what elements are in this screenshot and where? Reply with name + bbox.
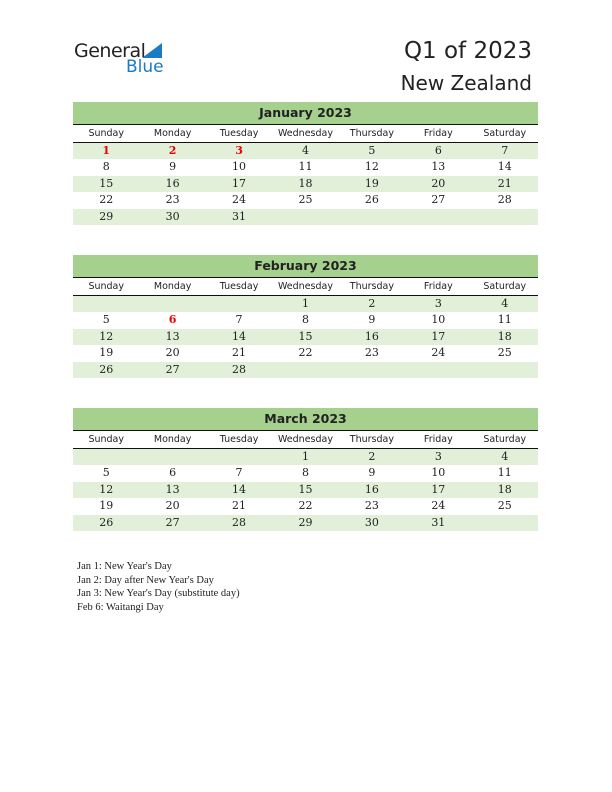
- date-cell: 23: [364, 346, 379, 360]
- date-cell: 23: [364, 499, 379, 513]
- date-cell: 12: [99, 329, 114, 343]
- holiday-date-cell: 2: [168, 144, 177, 157]
- date-cell: 16: [364, 482, 379, 496]
- weekday-label: Wednesday: [277, 281, 333, 292]
- date-cell: 21: [232, 499, 247, 513]
- date-cell: [73, 449, 139, 465]
- date-cell: 18: [497, 482, 512, 496]
- weekday-label: Wednesday: [277, 434, 333, 445]
- date-cell: 22: [99, 193, 114, 207]
- weekday-label: Sunday: [88, 128, 124, 139]
- date-cell: 18: [298, 176, 313, 190]
- date-cell: 11: [298, 160, 313, 174]
- date-cell: 15: [298, 482, 313, 496]
- date-cell: 5: [102, 313, 110, 327]
- date-cell: 21: [232, 346, 247, 360]
- date-cell: 8: [301, 313, 309, 327]
- date-cell: 29: [99, 209, 114, 223]
- date-cell: 12: [364, 160, 379, 174]
- date-cell: 13: [431, 160, 446, 174]
- holiday-note: Jan 3: New Year's Day (substitute day): [77, 588, 240, 599]
- date-cell: 16: [165, 176, 180, 190]
- date-cell: 15: [99, 176, 114, 190]
- weekday-label: Friday: [423, 281, 453, 292]
- holiday-date-cell: 6: [168, 313, 177, 327]
- holiday-note: Feb 6: Waitangi Day: [77, 601, 164, 613]
- date-cell: 4: [501, 450, 509, 463]
- date-cell: 2: [368, 450, 376, 463]
- date-cell: [472, 362, 538, 378]
- date-cell: 14: [232, 482, 247, 496]
- logo-triangle-icon: [142, 43, 162, 58]
- date-cell: 28: [497, 193, 512, 207]
- date-cell: 10: [431, 466, 446, 480]
- date-cell: [139, 296, 205, 312]
- date-cell: 26: [99, 362, 114, 376]
- date-cell: 3: [434, 450, 442, 463]
- week-row: [73, 329, 538, 345]
- weekday-label: Friday: [423, 434, 453, 445]
- date-cell: 19: [99, 499, 114, 513]
- week-row: [73, 498, 538, 514]
- date-cell: [272, 209, 338, 225]
- date-cell: 14: [497, 160, 512, 174]
- date-cell: 26: [364, 193, 379, 207]
- date-cell: 9: [169, 160, 177, 174]
- date-cell: 27: [431, 193, 446, 207]
- holiday-note: Jan 1: New Year's Day: [77, 561, 172, 572]
- date-cell: 15: [298, 329, 313, 343]
- date-cell: 5: [102, 466, 110, 480]
- date-cell: 23: [165, 193, 180, 207]
- week-row: [73, 143, 538, 159]
- date-cell: [405, 362, 471, 378]
- weekday-label: Saturday: [483, 434, 527, 445]
- date-cell: 6: [434, 144, 442, 157]
- date-cell: 8: [102, 160, 110, 174]
- date-cell: 21: [497, 176, 512, 190]
- date-cell: 4: [501, 297, 509, 310]
- week-row: [73, 345, 538, 361]
- week-row: [73, 312, 538, 328]
- country-name: New Zealand: [400, 71, 532, 95]
- week-row: [73, 192, 538, 208]
- weekday-label: Thursday: [349, 434, 394, 445]
- page-title: Q1 of 2023: [403, 38, 532, 64]
- date-cell: 28: [232, 515, 247, 529]
- weekday-label: Tuesday: [219, 281, 259, 292]
- date-cell: 10: [431, 313, 446, 327]
- date-cell: 13: [165, 482, 180, 496]
- date-cell: 17: [232, 176, 247, 190]
- date-cell: 11: [497, 466, 512, 480]
- date-cell: 20: [431, 176, 446, 190]
- holiday-notes: [77, 560, 240, 614]
- date-cell: 27: [165, 515, 180, 529]
- date-cell: [405, 209, 471, 225]
- weekday-label: Saturday: [483, 281, 527, 292]
- date-cell: 30: [165, 209, 180, 223]
- date-cell: [206, 296, 272, 312]
- weekday-label: Saturday: [483, 128, 527, 139]
- date-cell: 30: [364, 515, 379, 529]
- date-cell: 12: [99, 482, 114, 496]
- month-header: March 2023: [73, 408, 538, 430]
- date-cell: 7: [235, 466, 243, 480]
- date-cell: 13: [165, 329, 180, 343]
- weekday-header: [73, 430, 538, 449]
- week-row: [73, 515, 538, 531]
- date-cell: 25: [497, 499, 512, 513]
- date-cell: [339, 209, 405, 225]
- week-row: [73, 296, 538, 312]
- date-cell: 31: [232, 209, 247, 223]
- logo-blue: Blue: [126, 57, 164, 77]
- date-cell: 19: [99, 346, 114, 360]
- date-cell: 1: [301, 297, 309, 310]
- date-cell: 4: [301, 144, 309, 157]
- date-cell: 6: [169, 466, 177, 480]
- weekday-label: Thursday: [349, 128, 394, 139]
- date-cell: [139, 449, 205, 465]
- logo-general: General: [74, 40, 146, 62]
- date-cell: 7: [235, 313, 243, 327]
- holiday-date-cell: 1: [102, 144, 111, 157]
- date-cell: [339, 362, 405, 378]
- week-row: [73, 362, 538, 378]
- date-cell: 14: [232, 329, 247, 343]
- date-cell: 9: [368, 466, 376, 480]
- date-cell: 19: [364, 176, 379, 190]
- weekday-label: Monday: [153, 281, 192, 292]
- date-cell: 1: [301, 450, 309, 463]
- date-cell: 25: [298, 193, 313, 207]
- date-cell: 25: [497, 346, 512, 360]
- date-cell: 20: [165, 499, 180, 513]
- week-row: [73, 482, 538, 498]
- weekday-label: Monday: [153, 434, 192, 445]
- date-cell: 27: [165, 362, 180, 376]
- date-cell: 24: [431, 346, 446, 360]
- date-cell: 7: [501, 144, 509, 157]
- date-cell: 28: [232, 362, 247, 376]
- weekday-label: Tuesday: [219, 434, 259, 445]
- date-cell: 8: [301, 466, 309, 480]
- date-cell: 11: [497, 313, 512, 327]
- date-cell: [472, 209, 538, 225]
- date-cell: [272, 362, 338, 378]
- month-calendar: [73, 102, 538, 225]
- date-cell: 17: [431, 329, 446, 343]
- date-cell: [73, 296, 139, 312]
- date-cell: [206, 449, 272, 465]
- date-cell: 5: [368, 144, 376, 157]
- date-cell: 26: [99, 515, 114, 529]
- week-row: [73, 209, 538, 225]
- weekday-label: Friday: [423, 128, 453, 139]
- weekday-label: Wednesday: [277, 128, 333, 139]
- week-row: [73, 159, 538, 175]
- date-cell: 16: [364, 329, 379, 343]
- date-cell: 22: [298, 499, 313, 513]
- date-cell: 20: [165, 346, 180, 360]
- weekday-label: Thursday: [349, 281, 394, 292]
- weekday-header: [73, 124, 538, 143]
- month-calendar: [73, 255, 538, 378]
- weekday-label: Sunday: [88, 281, 124, 292]
- month-header: January 2023: [73, 102, 538, 124]
- date-cell: 10: [232, 160, 247, 174]
- date-cell: 29: [298, 515, 313, 529]
- holiday-date-cell: 3: [235, 144, 243, 157]
- date-cell: 2: [368, 297, 376, 310]
- date-cell: 9: [368, 313, 376, 327]
- week-row: [73, 465, 538, 481]
- date-cell: 22: [298, 346, 313, 360]
- weekday-label: Sunday: [88, 434, 124, 445]
- month-calendar: [73, 408, 538, 531]
- week-row: [73, 176, 538, 192]
- date-cell: 31: [431, 515, 446, 529]
- date-cell: [472, 515, 538, 531]
- weekday-label: Tuesday: [219, 128, 259, 139]
- week-row: [73, 449, 538, 465]
- weekday-label: Monday: [153, 128, 192, 139]
- date-cell: 17: [431, 482, 446, 496]
- logo: [74, 40, 164, 77]
- date-cell: 24: [232, 193, 247, 207]
- month-header: February 2023: [73, 255, 538, 277]
- date-cell: 24: [431, 499, 446, 513]
- date-cell: 18: [497, 329, 512, 343]
- holiday-note: Jan 2: Day after New Year's Day: [77, 574, 214, 586]
- weekday-header: [73, 277, 538, 296]
- date-cell: 3: [434, 297, 442, 310]
